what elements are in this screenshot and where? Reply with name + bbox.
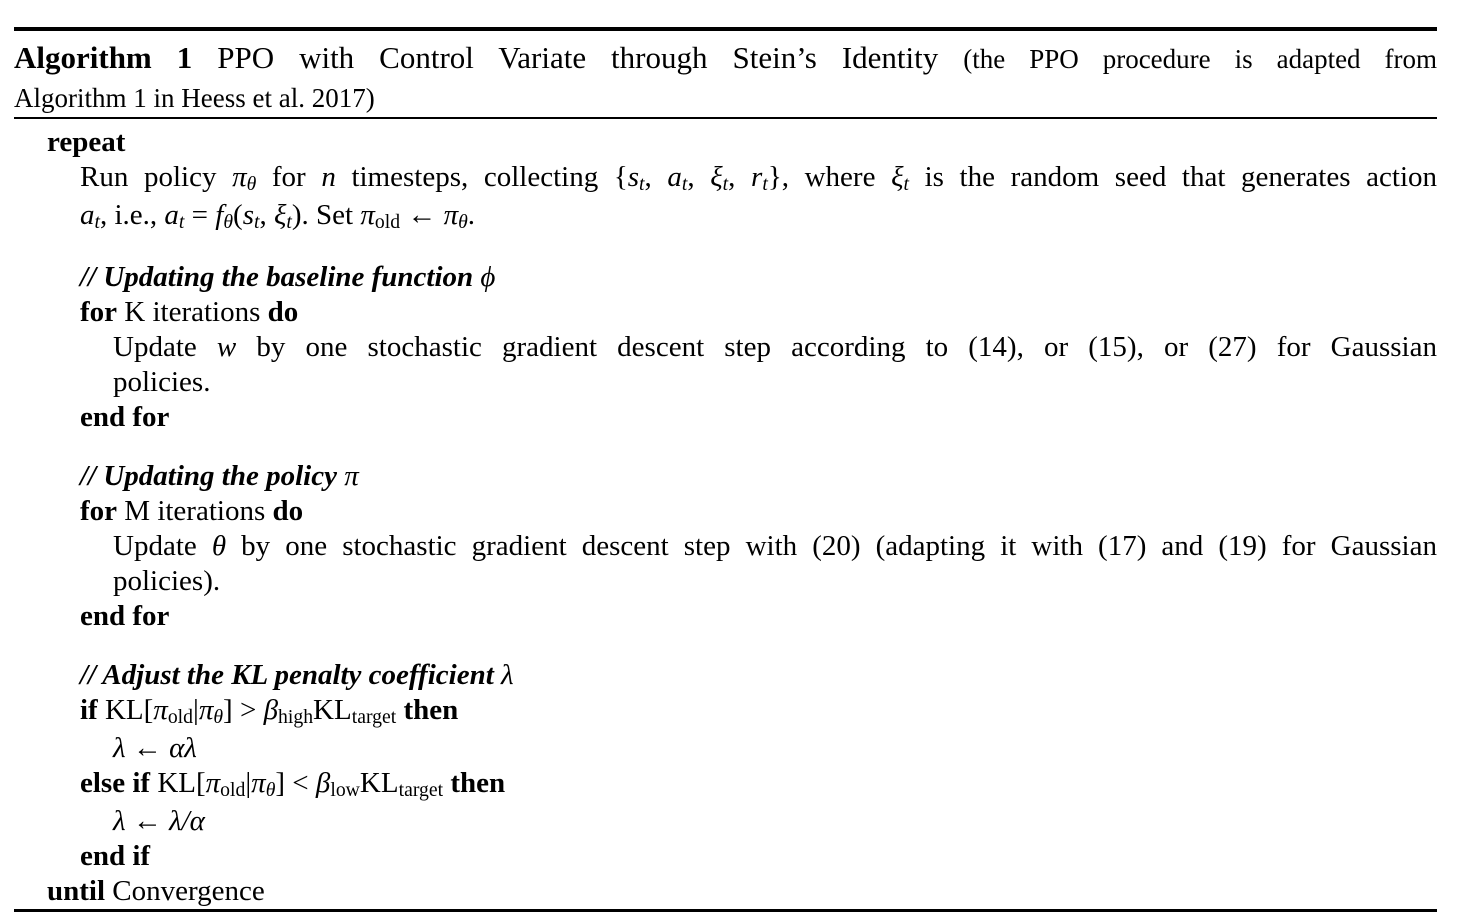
- text-segment: θ: [211, 530, 227, 562]
- text-segment: π: [232, 161, 247, 193]
- text-segment: policies).: [113, 565, 221, 597]
- text-segment: π: [205, 767, 221, 799]
- text-segment: (the PPO procedure is adapted from: [963, 44, 1438, 74]
- text-segment: if: [80, 694, 98, 726]
- text-segment: Run policy: [80, 161, 233, 193]
- text-segment: then: [396, 694, 459, 726]
- stmt-lambda-decrease: [14, 804, 1437, 839]
- end-if: [14, 839, 1437, 874]
- text-segment: β: [263, 694, 279, 726]
- comment-policy-update: [14, 459, 1437, 494]
- text-segment: target: [351, 706, 397, 729]
- text-segment: for: [80, 296, 118, 328]
- text-segment: β: [315, 767, 331, 799]
- else-if-kl-low: [14, 766, 1437, 804]
- text-segment: λ/α: [169, 805, 205, 837]
- text-segment: for: [80, 495, 118, 527]
- block-gap: [14, 236, 1437, 260]
- text-segment: |: [193, 694, 199, 726]
- text-segment: Update: [113, 331, 217, 363]
- text-segment: |: [245, 767, 252, 799]
- text-segment: old: [220, 779, 246, 802]
- bottom-rule: [14, 909, 1437, 912]
- block-gap: [14, 634, 1437, 658]
- text-segment: KL[: [97, 694, 154, 726]
- text-segment: a: [80, 199, 95, 231]
- text-segment: Algorithm 1 in Heess et al. 2017): [14, 83, 375, 113]
- text-segment: by one stochastic gradient descent step according to (14), or (15), or (27) for Gaussian: [236, 331, 1437, 363]
- text-segment: ,: [259, 199, 274, 231]
- text-segment: KL: [359, 767, 399, 799]
- text-segment: ). Set: [291, 199, 361, 231]
- caption-line-2: [14, 78, 1437, 117]
- text-segment: ←: [400, 199, 444, 231]
- text-segment: π: [198, 694, 214, 726]
- text-segment: λ: [113, 732, 126, 764]
- text-segment: θ: [458, 211, 468, 234]
- text-segment: , i.e.,: [99, 199, 165, 231]
- text-segment: Algorithm 1: [14, 40, 193, 75]
- text-segment: policies.: [113, 366, 211, 398]
- text-segment: t: [762, 173, 768, 196]
- for-m-iterations: [14, 494, 1437, 529]
- text-segment: , where: [781, 161, 892, 193]
- text-segment: a: [667, 161, 682, 193]
- text-segment: λ: [501, 659, 514, 691]
- text-segment: ,: [687, 161, 711, 193]
- text-segment: PPO with Control Variate through Stein’s Identity: [192, 40, 964, 75]
- text-segment: do: [272, 495, 304, 527]
- text-segment: t: [178, 211, 185, 234]
- text-segment: ] >: [223, 694, 264, 726]
- text-segment: old: [167, 706, 194, 729]
- stmt-update-theta: [14, 529, 1437, 564]
- text-segment: // Updating the baseline function: [80, 261, 481, 293]
- text-segment: // Adjust the KL penalty coefficient: [80, 659, 502, 691]
- text-segment: t: [253, 211, 260, 234]
- text-segment: w: [216, 331, 237, 363]
- text-segment: for: [256, 161, 322, 193]
- text-segment: t: [286, 211, 292, 234]
- text-segment: {: [613, 161, 628, 193]
- end-for-m: [14, 599, 1437, 634]
- algorithm-block: [14, 27, 1437, 912]
- algorithm-body: [14, 119, 1437, 909]
- text-segment: π: [344, 460, 359, 492]
- text-segment: s: [627, 161, 640, 193]
- text-segment: then: [443, 767, 506, 799]
- text-segment: t: [681, 173, 688, 196]
- text-segment: t: [639, 173, 645, 196]
- text-segment: ,: [644, 161, 668, 193]
- stmt-update-w: [14, 330, 1437, 365]
- text-segment: λ: [113, 805, 126, 837]
- text-segment: end if: [80, 840, 151, 872]
- for-k-iterations: [14, 295, 1437, 330]
- text-segment: else if: [80, 767, 151, 799]
- text-segment: a: [164, 199, 179, 231]
- caption-line-1: [14, 39, 1437, 78]
- text-segment: t: [94, 211, 100, 234]
- if-kl-high: [14, 693, 1437, 731]
- text-segment: ←: [125, 805, 170, 837]
- text-segment: θ: [213, 706, 224, 729]
- stmt-update-theta-cont: [14, 564, 1437, 599]
- text-segment: θ: [223, 211, 234, 234]
- text-segment: end for: [80, 401, 170, 433]
- text-segment: // Updating the policy: [80, 460, 345, 492]
- text-segment: Convergence: [105, 875, 265, 907]
- algorithm-caption: [14, 31, 1437, 117]
- text-segment: n: [321, 161, 336, 193]
- text-segment: K iterations: [117, 296, 268, 328]
- text-segment: high: [278, 706, 314, 729]
- end-for-k: [14, 400, 1437, 435]
- text-segment: f: [215, 199, 224, 231]
- text-segment: t: [903, 173, 909, 196]
- comment-baseline-update: [14, 260, 1437, 295]
- text-segment: ,: [728, 161, 752, 193]
- text-segment: ξ: [710, 161, 723, 193]
- kw-repeat: [14, 125, 1437, 160]
- text-segment: θ: [246, 173, 257, 196]
- text-segment: π: [153, 694, 168, 726]
- text-segment: by one stochastic gradient descent step with (20) (adapting it with (17) and (19) for Gaussian: [226, 530, 1437, 562]
- text-segment: ξ: [891, 161, 904, 193]
- text-segment: Update: [113, 530, 212, 562]
- text-segment: end for: [80, 600, 170, 632]
- text-segment: .: [467, 199, 476, 231]
- text-segment: θ: [265, 779, 276, 802]
- text-segment: ϕ: [480, 261, 496, 293]
- text-segment: do: [267, 296, 299, 328]
- block-gap: [14, 435, 1437, 459]
- stmt-run-policy-cont: [14, 198, 1437, 236]
- text-segment: ξ: [273, 199, 287, 231]
- text-segment: until: [47, 875, 106, 907]
- text-segment: }: [767, 161, 782, 193]
- text-segment: t: [722, 173, 729, 196]
- text-segment: =: [184, 199, 216, 231]
- text-segment: timesteps, collecting: [335, 161, 614, 193]
- text-segment: (: [233, 199, 243, 231]
- text-segment: KL: [313, 694, 352, 726]
- text-segment: αλ: [169, 732, 197, 764]
- stmt-run-policy: [14, 160, 1437, 198]
- comment-kl-penalty: [14, 658, 1437, 693]
- stmt-update-w-cont: [14, 365, 1437, 400]
- stmt-lambda-increase: [14, 731, 1437, 766]
- text-segment: low: [330, 779, 360, 802]
- text-segment: s: [242, 199, 254, 231]
- text-segment: ←: [125, 732, 170, 764]
- text-segment: π: [360, 199, 375, 231]
- text-segment: repeat: [47, 126, 126, 158]
- text-segment: target: [398, 779, 444, 802]
- until-convergence: [14, 874, 1437, 909]
- text-segment: ] <: [275, 767, 316, 799]
- text-segment: KL[: [150, 767, 206, 799]
- text-segment: π: [251, 767, 266, 799]
- text-segment: r: [751, 161, 763, 193]
- text-segment: M iterations: [117, 495, 273, 527]
- text-segment: old: [374, 211, 401, 234]
- text-segment: π: [443, 199, 459, 231]
- text-segment: is the random seed that generates action: [908, 161, 1437, 193]
